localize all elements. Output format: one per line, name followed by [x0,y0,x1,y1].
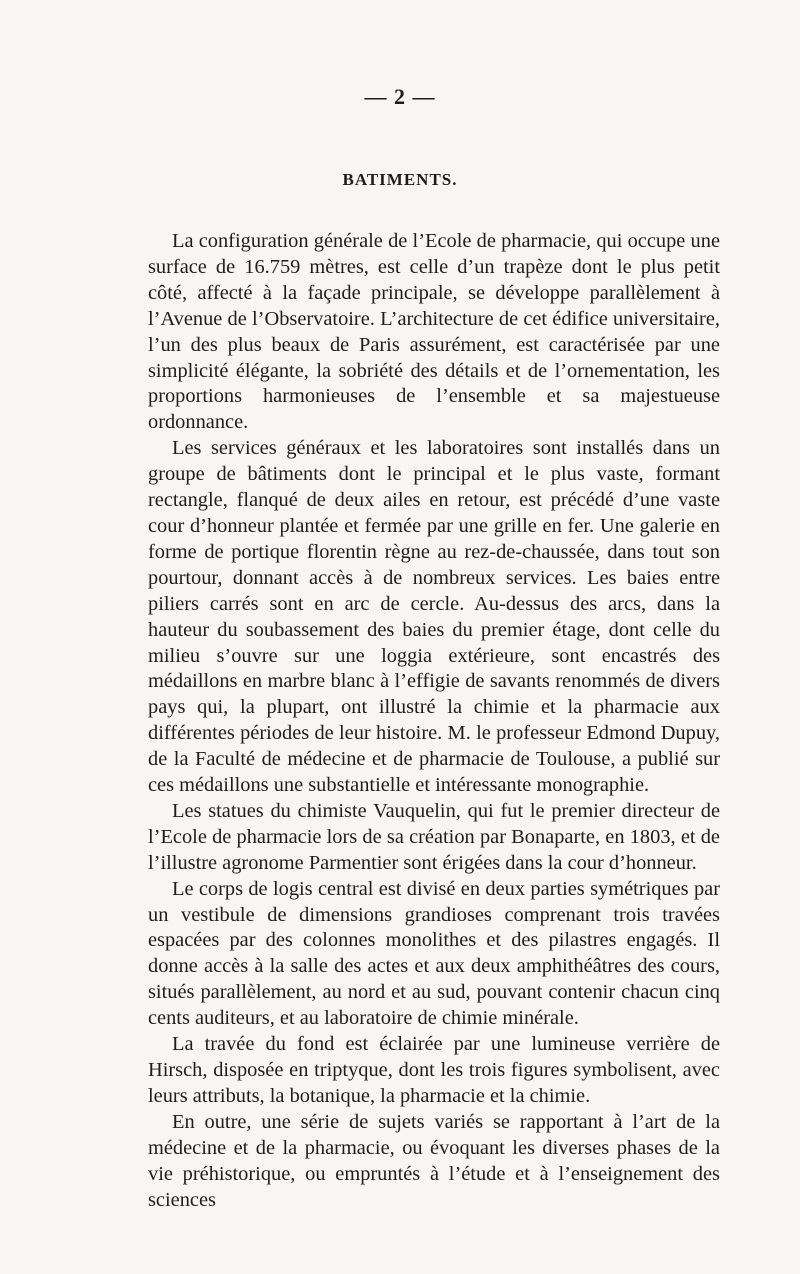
paragraph: Le corps de logis central est divisé en deux parties symétriques par un vestibule de dimensions grandioses comprenant trois travées espacées par des colonnes monolithes et des pilastres engagés. Il donne accès à la salle des actes et aux deux amphithéâtres des cours, situés parallèlement, au nord et au sud, pouvant contenir chacun cinq cents auditeurs, et au laboratoire de chimie minérale. [148,877,720,1030]
paragraph: En outre, une série de sujets variés se rapportant à l’art de la médecine et de la pharmacie, ou évoquant les diverses phases de la vie préhistorique, ou empruntés à l’étude et à l’enseignement des sciences [148,1110,720,1211]
page-number: — 2 — [364,84,436,109]
paragraph: Les statues du chimiste Vauquelin, qui fut le premier directeur de l’Ecole de pharmacie lors de sa création par Bonaparte, en 1803, et de l’illustre agronome Parmentier sont érigées dans la cour d’honneur. [148,799,720,874]
body-text [148,229,720,1213]
paragraph: Les services généraux et les laboratoires sont installés dans un groupe de bâtiments dont le principal et le plus vaste, formant rectangle, flanqué de deux ailes en retour, est précédé d’une vaste cour d’honneur plantée et fermée par une grille en fer. Une galerie en forme de portique florentin règne au rez-de-chaussée, dans tout son pourtour, donnant accès à de nombreux services. Les baies entre piliers carrés sont en arc de cercle. Au-dessus des arcs, dans la hauteur du soubassement des baies du premier étage, dont celle du milieu s’ouvre sur une loggia extérieure, sont encastrés des médaillons en marbre blanc à l’effigie de savants renommés de divers pays qui, la plupart, ont illustré la chimie et la pharmacie aux différentes périodes de leur histoire. M. le professeur Edmond Dupuy, de la Faculté de médecine et de pharmacie de Toulouse, a publié sur ces médaillons une substantielle et intéressante monographie. [148,437,720,797]
paragraph: La travée du fond est éclairée par une lumineuse verrière de Hirsch, disposée en triptyque, dont les trois figures symbolisent, avec leurs attributs, la botanique, la pharmacie et la chimie. [148,1033,720,1107]
paragraph: La configuration générale de l’Ecole de pharmacie, qui occupe une surface de 16.759 mètres, est celle d’un trapèze dont le plus petit côté, affecté à la façade principale, se développe parallèlement à l’Avenue de l’Observatoire. L’architecture de cet édifice universitaire, l’un des plus beaux de Paris assurément, est caractérisée par une simplicité élégante, la sobriété des détails et de l’ornementation, les proportions harmonieuses de l’ensemble et sa majestueuse ordonnance. [148,230,720,434]
section-heading: BATIMENTS. [342,170,458,189]
